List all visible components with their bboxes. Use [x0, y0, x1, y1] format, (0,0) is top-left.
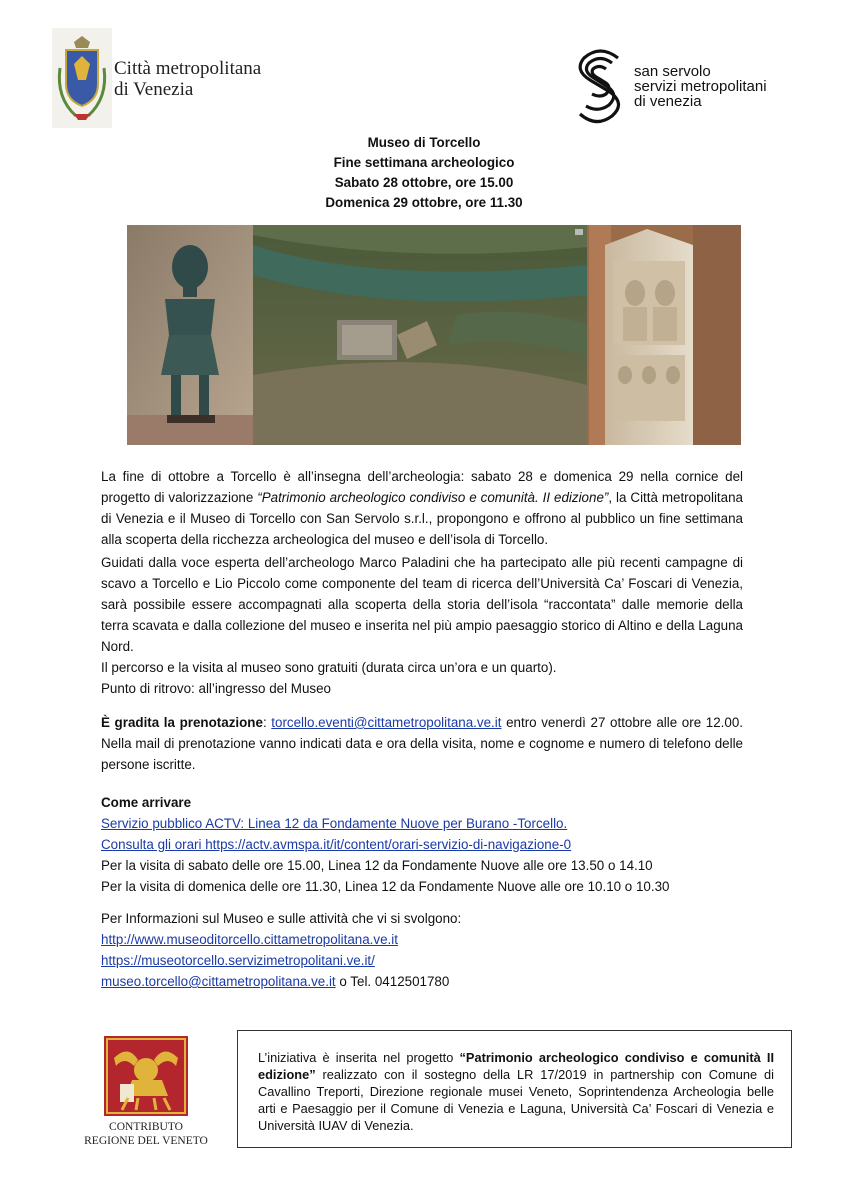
partnership-notice-text	[258, 1049, 774, 1134]
intro-text-1: La fine di ottobre a Torcello è all’insegna dell’archeologia: sabato 28 e domenica 29 nella cornice del progetto di valorizzazione	[101, 469, 743, 505]
logo-line-1: Città metropolitana	[114, 58, 262, 79]
timetable-link[interactable]: Consulta gli orari https://actv.avmspa.it/it/content/orari-servizio-di-navigazione-0	[101, 837, 572, 852]
intro-text-2: , la Città metropolitana di Venezia e il Museo di Torcello con San Servolo s.r.l., propongono e offrono al pubblico un fine settimana alla scoperta della ricchezza archeologica del museo e dell’isola di Torcello.	[101, 490, 743, 547]
partnership-notice-box	[237, 1030, 792, 1148]
san-servolo-s-icon	[572, 48, 628, 124]
booking-email-link[interactable]: torcello.eventi@cittametropolitana.ve.it	[271, 715, 502, 730]
museum-email-link[interactable]: museo.torcello@cittametropolitana.ve.it	[101, 974, 336, 989]
bronze-statuette-photo	[127, 225, 253, 445]
booking-label: È gradita la prenotazione	[101, 715, 263, 730]
regione-line-2: REGIONE DEL VENETO	[84, 1135, 208, 1147]
actv-service-link[interactable]: Servizio pubblico ACTV: Linea 12 da Fondamente Nuove per Burano -Torcello.	[101, 816, 568, 831]
info-title: Per Informazioni sul Museo e sulle attività che vi si svolgono:	[101, 911, 462, 926]
notice-project-title: “Patrimonio archeologico condiviso e comunità II edizione”	[258, 1050, 774, 1082]
citta-metropolitana-logo	[52, 28, 274, 128]
ss-line-1: san servolo	[634, 63, 711, 80]
logo-line-2: di Venezia	[114, 79, 194, 100]
booking-colon: :	[262, 715, 272, 730]
regione-veneto-lion-icon	[104, 1036, 188, 1116]
intro-paragraph	[101, 466, 743, 550]
guide-paragraph	[101, 552, 743, 699]
saturday-boat-line: Per la visita di sabato delle ore 15.00, Linea 12 da Fondamente Nuove alle ore 13.50 o 14.10	[101, 858, 653, 873]
aerial-view-photo	[253, 225, 587, 445]
san-servolo-logo	[572, 48, 802, 126]
event-headline	[0, 133, 848, 213]
coat-of-arms-icon	[52, 28, 112, 128]
project-title: “Patrimonio archeologico condiviso e comunità. II edizione”	[257, 490, 609, 505]
regione-line-1: CONTRIBUTO	[109, 1121, 183, 1133]
booking-text: entro venerdì 27 ottobre alle ore 12.00. Nella mail di prenotazione vanno indicati data e ora della visita, nome e cognome e numero di telefono delle persone iscritte.	[101, 715, 743, 772]
headline-event: Fine settimana archeologico	[333, 155, 515, 170]
meeting-point-line: Punto di ritrovo: all’ingresso del Museo	[101, 681, 331, 696]
contact-line	[101, 971, 449, 992]
stone-stele-photo	[587, 225, 741, 445]
museum-website-link[interactable]: http://www.museoditorcello.cittametropolitana.ve.it	[101, 932, 398, 947]
notice-text-1: L’iniziativa è inserita nel progetto	[258, 1050, 460, 1065]
regione-veneto-caption	[84, 1120, 208, 1148]
directions-title: Come arrivare	[101, 795, 192, 810]
headline-sunday: Domenica 29 ottobre, ore 11.30	[325, 195, 523, 210]
museum-phone: o Tel. 0412501780	[335, 974, 450, 989]
guide-text: Guidati dalla voce esperta dell’archeologo Marco Paladini che ha partecipato alle più recenti campagne di scavo a Torcello e Lio Piccolo come componente del team di ricerca dell’Università Ca’ Foscari di Venezia, sarà possibile essere accompagnati alla scoperta della storia dell’isola “raccontata” dalle memorie della terra scavata e dalla collezione del museo e inserita nel più ampio paesaggio storico di Altino e della Laguna Nord.	[101, 555, 743, 654]
free-visit-line: Il percorso e la visita al museo sono gratuiti (durata circa un’ora e un quarto).	[101, 660, 557, 675]
photo-collage	[127, 225, 741, 445]
ss-line-3: di venezia	[634, 93, 702, 110]
notice-text-2: realizzato con il sostegno della LR 17/2019 in partnership con Comune di Cavallino Treporti, Direzione regionale musei Veneto, Soprintendenza Archeologia belle arti e Paesaggio per il Comune di Venezia e Laguna, Università Ca’ Foscari di Venezia e Università IUAV di Venezia.	[258, 1067, 774, 1133]
headline-saturday: Sabato 28 ottobre, ore 15.00	[334, 175, 514, 190]
servizi-website-link[interactable]: https://museotorcello.servizimetropolitani.ve.it/	[101, 953, 375, 968]
sunday-boat-line: Per la visita di domenica delle ore 11.30, Linea 12 da Fondamente Nuove alle ore 10.10 o 10.30	[101, 879, 670, 894]
ss-line-2: servizi metropolitani	[634, 78, 767, 95]
booking-paragraph	[101, 712, 743, 775]
headline-museum: Museo di Torcello	[367, 135, 481, 150]
